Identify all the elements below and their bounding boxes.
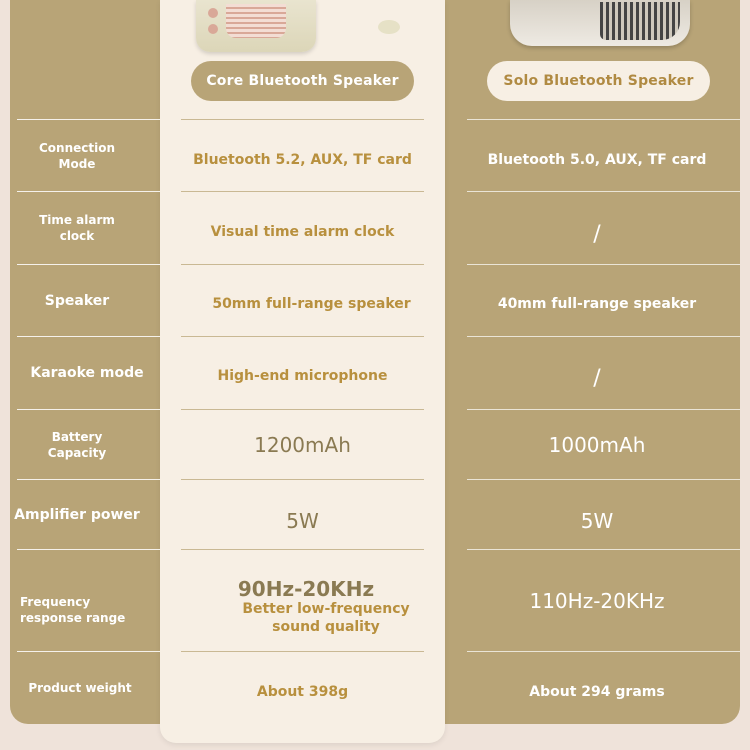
row-label-speaker: Speaker: [44, 292, 110, 309]
row-label-product-weight: Product weight: [28, 681, 132, 695]
core-amplifier-power: 5W: [286, 508, 319, 533]
solo-speaker: 40mm full-range speaker: [497, 295, 697, 312]
core-frequency-block: [181, 572, 471, 644]
row-label-connection-mode: Connection Mode: [38, 140, 116, 171]
core-product-weight: About 398g: [256, 684, 349, 700]
core-product-pill: Core Bluetooth Speaker: [191, 61, 414, 101]
solo-product-pill: Solo Bluetooth Speaker: [487, 61, 710, 101]
row-divider: [467, 651, 740, 652]
solo-karaoke-mode: /: [593, 365, 601, 391]
solo-connection-mode: Bluetooth 5.0, AUX, TF card: [487, 151, 707, 168]
core-speaker: 50mm full-range speaker: [212, 295, 411, 312]
solo-product-weight: About 294 grams: [529, 684, 665, 700]
solo-amplifier-power: 5W: [580, 508, 614, 533]
row-divider: [17, 549, 160, 550]
solo-battery-capacity: 1000mAh: [548, 432, 646, 457]
row-divider: [181, 119, 424, 120]
core-karaoke-mode: High-end microphone: [217, 368, 388, 384]
row-label-amplifier-power: Amplifier power: [14, 506, 140, 523]
row-label-battery-capacity: Battery Capacity: [47, 429, 107, 460]
core-frequency-range: 90Hz-20KHz: [237, 577, 375, 601]
core-frequency-note: Better low-frequency sound quality: [242, 601, 410, 635]
row-label-frequency-response: Frequency response range: [20, 595, 126, 625]
solo-speaker-image: [510, 0, 690, 46]
row-label-karaoke-mode: Karaoke mode: [30, 365, 144, 381]
core-speaker-image: [196, 0, 316, 52]
row-label-time-alarm-clock: Time alarm clock: [39, 213, 115, 243]
solo-frequency-range: 110Hz-20KHz: [529, 588, 665, 613]
core-connection-mode: Bluetooth 5.2, AUX, TF card: [193, 151, 412, 168]
row-divider: [467, 479, 740, 480]
row-divider: [467, 119, 740, 120]
row-divider: [181, 651, 424, 652]
core-time-alarm-clock: Visual time alarm clock: [210, 224, 395, 240]
solo-time-alarm-clock: /: [593, 221, 601, 247]
microphone-image: [378, 20, 400, 34]
row-divider: [181, 479, 424, 480]
core-battery-capacity: 1200mAh: [254, 432, 351, 457]
